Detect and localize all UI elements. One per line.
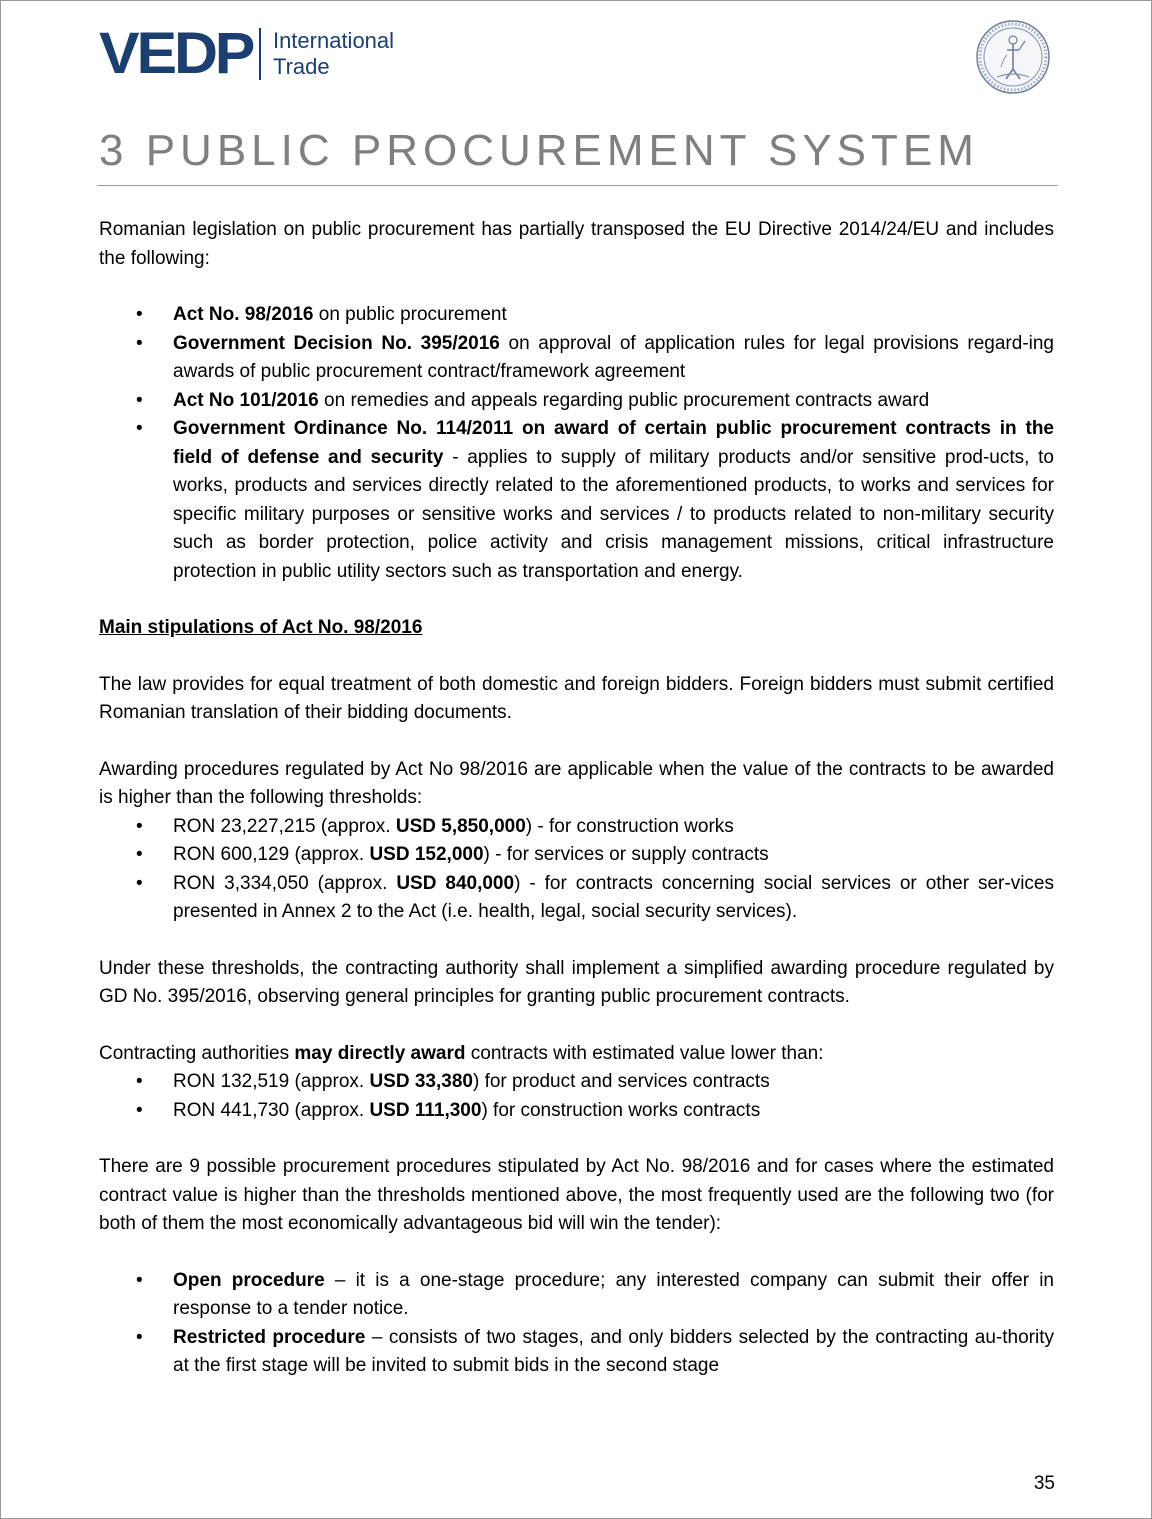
list-item bbox=[99, 387, 1054, 416]
procedures-paragraph: There are 9 possible procurement procedures stipulated by Act No. 98/2016 and for cases where the estimated contract value is higher than the thresholds mentioned above, the most frequently used are the following two (for both of them the most economically advantageous bid will win the tender): bbox=[99, 1156, 1054, 1234]
list-item bbox=[99, 1324, 1054, 1381]
logo-text bbox=[273, 28, 394, 80]
item-text: – it is a one-stage procedure; any interested company can submit their offer in response to a tender notice. bbox=[173, 1269, 1055, 1319]
item-text: – consists of two stages, and only bidders selected by the contracting au-thority at the first stage will be invited to submit bids in the second stage bbox=[173, 1326, 1054, 1376]
page-title: 3 PUBLIC PROCUREMENT SYSTEM bbox=[99, 126, 979, 175]
title-divider bbox=[97, 185, 1058, 186]
direct-award-list bbox=[99, 1068, 1054, 1125]
item-text: - applies to supply of military products and/or sensitive prod-ucts, to works, products and services directly related to the aforementioned products, to works and services for specific military purposes or sensitive works and services / to products related to non-military security such as border protection, police activity and crisis management missions, critical infrastructure protection in public utility sectors such as transportation and energy. bbox=[173, 446, 1054, 582]
paragraph-text: contracts with estimated value lower than: bbox=[465, 1042, 824, 1064]
procedures-list bbox=[99, 1267, 1054, 1381]
page-number: 35 bbox=[1033, 1473, 1055, 1494]
page-content bbox=[99, 216, 1054, 1381]
list-item bbox=[99, 301, 1054, 330]
intro-paragraph: Romanian legislation on public procurement has partially transposed the EU Directive 2014/24/EU and includes the following: bbox=[99, 219, 1054, 269]
item-bold: Act No 101/2016 bbox=[173, 389, 319, 411]
logo-line-2: Trade bbox=[272, 54, 330, 79]
item-text: ) - for construction works bbox=[525, 815, 734, 837]
item-text: ) for construction works contracts bbox=[481, 1099, 761, 1121]
item-text: on public procurement bbox=[313, 304, 507, 325]
list-item bbox=[99, 330, 1054, 387]
paragraph-text: Contracting authorities bbox=[99, 1042, 295, 1064]
item-text: RON 600,129 (approx. bbox=[173, 844, 370, 865]
under-thresholds-paragraph: Under these thresholds, the contracting authority shall implement a simplified awarding procedure regulated by GD No. 395/2016, observing general principles for granting public procurement contracts. bbox=[99, 957, 1054, 1007]
list-item bbox=[99, 870, 1054, 927]
legislation-list bbox=[99, 301, 1054, 586]
item-bold: Restricted procedure bbox=[173, 1326, 366, 1348]
page-header bbox=[99, 19, 1055, 99]
item-text: RON 23,227,215 (approx. bbox=[173, 815, 396, 837]
item-text: ) for product and services contracts bbox=[472, 1071, 770, 1092]
item-bold: USD 33,380 bbox=[369, 1071, 473, 1092]
logo-line-1: International bbox=[272, 28, 395, 53]
item-bold: USD 111,300 bbox=[369, 1099, 482, 1121]
paragraph-bold: may directly award bbox=[294, 1042, 466, 1064]
item-bold: Open procedure bbox=[173, 1269, 325, 1291]
item-text: RON 132,519 (approx. bbox=[173, 1071, 370, 1092]
item-text: RON 441,730 (approx. bbox=[173, 1099, 370, 1121]
item-bold: Act No. 98/2016 bbox=[173, 304, 314, 325]
direct-award-paragraph bbox=[99, 1040, 1054, 1069]
item-text: on remedies and appeals regarding public procurement contracts award bbox=[318, 389, 930, 411]
thresholds-paragraph: Awarding procedures regulated by Act No 98/2016 are applicable when the value of the contracts to be awarded is higher than the following thresholds: bbox=[99, 758, 1054, 808]
state-seal-icon bbox=[975, 19, 1051, 95]
item-text: RON 3,334,050 (approx. bbox=[173, 872, 397, 894]
logo-mark: VEDP bbox=[99, 21, 253, 86]
list-item bbox=[99, 1068, 1054, 1097]
item-text: ) - for contracts concerning social services or other ser-vices presented in Annex 2 to the Act (i.e. health, legal, social security services). bbox=[173, 872, 1054, 922]
list-item bbox=[99, 841, 1054, 870]
item-text: on approval of application rules for legal provisions regard-ing awards of public procurement contract/framework agreement bbox=[173, 332, 1055, 382]
item-bold: Government Ordinance No. 114/2011 on award of certain public procurement contracts in the field of defense and security bbox=[173, 418, 1054, 468]
list-item bbox=[99, 1097, 1054, 1126]
section-heading: Main stipulations of Act No. 98/2016 bbox=[99, 617, 423, 638]
item-text: ) - for services or supply contracts bbox=[483, 844, 769, 865]
vedp-logo bbox=[99, 21, 395, 86]
equal-treatment-paragraph: The law provides for equal treatment of both domestic and foreign bidders. Foreign bidders must submit certified Romanian translation of their bidding documents. bbox=[99, 673, 1054, 723]
logo-divider bbox=[259, 28, 261, 80]
item-bold: Government Decision No. 395/2016 bbox=[173, 332, 500, 354]
list-item bbox=[99, 813, 1054, 842]
item-bold: USD 5,850,000 bbox=[395, 815, 526, 837]
list-item bbox=[99, 1267, 1054, 1324]
item-bold: USD 152,000 bbox=[369, 844, 484, 865]
list-item bbox=[99, 415, 1054, 586]
thresholds-list bbox=[99, 813, 1054, 927]
item-bold: USD 840,000 bbox=[396, 872, 515, 894]
